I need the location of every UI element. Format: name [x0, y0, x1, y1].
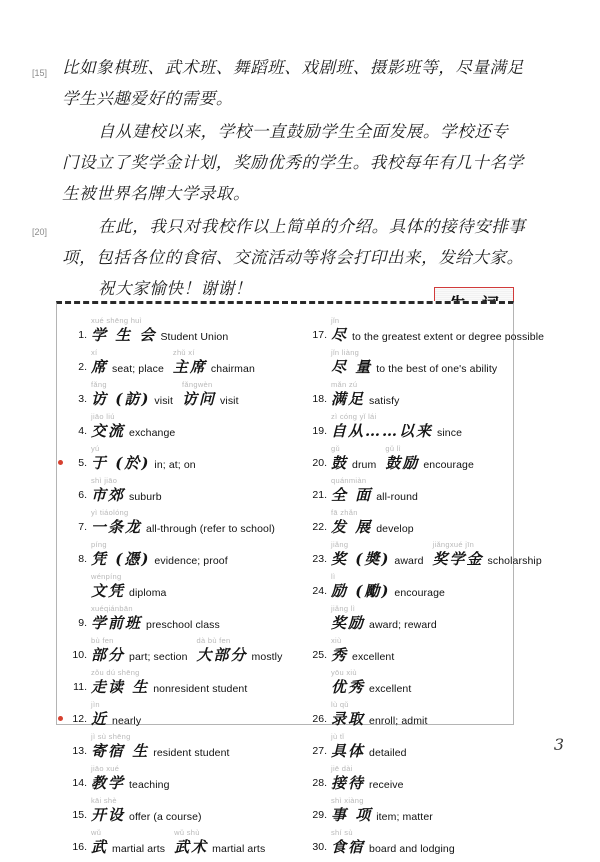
pinyin-annotation: xí [91, 348, 98, 357]
vocabulary-entry[interactable] [305, 606, 515, 636]
vocabulary-entry[interactable] [305, 446, 515, 476]
vocabulary-term [91, 574, 125, 600]
english-gloss: detailed [369, 747, 407, 759]
vocabulary-entry-line [91, 670, 301, 696]
english-gloss: item; matter [376, 811, 433, 823]
vocabulary-entry[interactable] [65, 318, 301, 348]
hanzi-term: 学 生 会 [91, 326, 157, 344]
hanzi-term: 席 [91, 358, 109, 376]
pinyin-annotation: yōu xiù [331, 668, 357, 677]
english-gloss: evidence; proof [154, 555, 228, 567]
hanzi-term: 食宿 [331, 838, 366, 856]
pinyin-annotation: zì cóng yǐ lái [331, 412, 377, 421]
vocabulary-entry[interactable] [305, 414, 515, 444]
vocabulary-term [91, 638, 125, 664]
hanzi-term: 访 (訪) [91, 390, 151, 408]
pinyin-annotation: jiǎng [331, 540, 349, 549]
english-gloss: visit [220, 395, 239, 407]
vocabulary-entry[interactable] [305, 382, 515, 412]
vocabulary-entry[interactable] [65, 414, 301, 444]
vocabulary-term [331, 542, 390, 568]
english-gloss: suburb [129, 491, 162, 503]
line-number-marker: [20] [32, 227, 48, 237]
vocabulary-entry-number: 22. [312, 521, 327, 533]
pinyin-annotation: fǎngwèn [182, 380, 213, 389]
vocabulary-entry-line [91, 830, 301, 856]
vocabulary-term [331, 798, 372, 824]
hanzi-term: 鼓励 [385, 454, 420, 472]
hanzi-term: 近 [91, 710, 109, 728]
vocabulary-entry-number: 21. [312, 489, 327, 501]
vocabulary-entry-number: 4. [78, 425, 87, 437]
pinyin-annotation: zhǔ xí [172, 348, 195, 357]
vocabulary-panel [56, 301, 545, 856]
vocabulary-entry-number: 7. [78, 521, 87, 533]
vocabulary-term [197, 638, 248, 664]
english-gloss: martial arts [112, 843, 166, 855]
vocabulary-entry[interactable] [65, 446, 301, 476]
vocabulary-term [91, 670, 149, 696]
pinyin-annotation: fā zhǎn [331, 508, 358, 517]
passage-line-text: 在此，我只对我校作以上简单的介绍。具体的接待安排事 [98, 217, 526, 236]
vocabulary-entry-line [91, 510, 301, 536]
pinyin-annotation: shí sù [331, 828, 353, 837]
vocabulary-term [331, 638, 348, 664]
pinyin-annotation: jìn [91, 700, 100, 709]
pinyin-annotation: píng [91, 540, 107, 549]
vocabulary-entry-line [91, 478, 301, 504]
pinyin-annotation: jiǎngxué jīn [432, 540, 475, 549]
vocabulary-term [173, 350, 207, 376]
english-gloss: offer (a course) [129, 811, 202, 823]
vocabulary-term [91, 318, 156, 344]
pinyin-annotation: jiāo xué [91, 764, 120, 773]
vocabulary-entry-number: 12. [72, 713, 87, 725]
vocabulary-entry[interactable] [65, 670, 301, 700]
vocabulary-term [91, 382, 150, 408]
vocabulary-entry-line [91, 446, 301, 472]
hanzi-term: 鼓 [331, 454, 349, 472]
pinyin-annotation: yì tiáolóng [91, 508, 129, 517]
vocabulary-term [331, 510, 372, 536]
english-gloss: board and lodging [369, 843, 455, 855]
line-number-marker: [15] [32, 68, 48, 78]
vocabulary-term [331, 446, 348, 472]
passage-line-text: 祝大家愉快！谢谢！ [98, 279, 252, 298]
passage-paragraph [32, 52, 524, 114]
english-gloss: nonresident student [153, 683, 248, 695]
pinyin-annotation: wǔ [91, 828, 102, 837]
english-gloss: seat; place [112, 363, 164, 375]
hanzi-term: 寄宿 生 [91, 742, 150, 760]
vocabulary-entry-number: 28. [312, 777, 327, 789]
vocabulary-term [331, 478, 372, 504]
passage-paragraph [62, 116, 522, 209]
vocabulary-term [91, 766, 125, 792]
vocabulary-term [91, 414, 125, 440]
passage-line [62, 242, 522, 273]
pinyin-annotation: wǔ shù [174, 828, 200, 837]
vocabulary-entry-line [91, 542, 301, 568]
vocabulary-entry-line [331, 766, 515, 792]
vocabulary-entry-number: 1. [78, 329, 87, 341]
vocabulary-entry-line [331, 414, 515, 440]
starred-word-dot-icon [58, 460, 63, 465]
english-gloss: preschool class [146, 619, 220, 631]
vocabulary-entry-line [331, 478, 515, 504]
hanzi-term: 于 (於) [91, 454, 151, 472]
vocabulary-entry-number: 19. [312, 425, 327, 437]
passage-line [62, 178, 522, 209]
vocabulary-entry-number: 27. [312, 745, 327, 757]
pinyin-annotation: jǐn liàng [331, 348, 360, 357]
vocabulary-entry-number: 3. [78, 393, 87, 405]
vocabulary-entry-line [91, 350, 301, 376]
english-gloss: to the greatest extent or degree possible [352, 331, 545, 343]
vocabulary-entry-number: 15. [72, 809, 87, 821]
vocabulary-entry[interactable] [305, 478, 515, 508]
english-gloss: visit [154, 395, 174, 407]
vocabulary-entry[interactable] [65, 510, 301, 540]
vocabulary-term [331, 702, 365, 728]
hanzi-term: 事 项 [331, 806, 373, 824]
vocabulary-entry-number: 29. [312, 809, 327, 821]
vocabulary-term [331, 318, 348, 344]
vocabulary-entry-line [91, 606, 301, 632]
vocabulary-entry[interactable] [65, 830, 301, 860]
starred-word-dot-icon [58, 716, 63, 721]
passage-line-text: 门设立了奖学金计划，奖励优秀的学生。我校每年有几十名学 [62, 153, 524, 172]
vocabulary-entry-number: 24. [312, 585, 327, 597]
passage-line [32, 211, 526, 242]
pinyin-annotation: shì xiàng [331, 796, 364, 805]
vocabulary-entry-number: 20. [312, 457, 327, 469]
english-gloss: excellent [352, 651, 395, 663]
vocabulary-entry-number: 6. [78, 489, 87, 501]
vocabulary-term [91, 734, 149, 760]
hanzi-term: 武术 [174, 838, 209, 856]
vocabulary-term [331, 350, 372, 376]
english-gloss: excellent [369, 683, 412, 695]
english-gloss: exchange [129, 427, 176, 439]
vocabulary-entry-line [91, 702, 301, 728]
english-gloss: nearly [112, 715, 142, 727]
english-gloss: mostly [251, 651, 283, 663]
vocabulary-entry[interactable] [305, 350, 515, 380]
vocabulary-term [331, 766, 365, 792]
vocabulary-entry[interactable] [65, 638, 301, 668]
vocabulary-entry-line [331, 350, 515, 376]
english-gloss: resident student [153, 747, 230, 759]
vocabulary-entry[interactable] [305, 316, 545, 348]
vocabulary-entry-number: 23. [312, 553, 327, 565]
vocabulary-entry-line [91, 382, 301, 408]
vocabulary-entry-number: 14. [72, 777, 87, 789]
english-gloss: encourage [394, 587, 445, 599]
vocabulary-entry-line [91, 574, 301, 600]
vocabulary-entry-line [331, 316, 545, 344]
vocabulary-column-left [65, 318, 301, 862]
english-gloss: drum [352, 459, 377, 471]
english-gloss: award; reward [369, 619, 437, 631]
pinyin-annotation: wénpíng [91, 572, 122, 581]
vocabulary-entry[interactable] [65, 350, 301, 380]
pinyin-annotation: lì [331, 572, 336, 581]
pinyin-annotation: bù fen [91, 636, 114, 645]
vocabulary-entry-line [331, 638, 515, 664]
vocabulary-term [182, 382, 216, 408]
hanzi-term: 大部分 [196, 646, 248, 664]
vocabulary-entry-number: 16. [72, 841, 87, 853]
hanzi-term: 秀 [331, 646, 349, 664]
pinyin-annotation: shì jiāo [91, 476, 118, 485]
vocabulary-entry[interactable] [305, 766, 515, 796]
hanzi-term: 主席 [172, 358, 207, 376]
vocabulary-entry-number: 8. [78, 553, 87, 565]
hanzi-term: 全 面 [331, 486, 373, 504]
pinyin-annotation: xiù [331, 636, 342, 645]
vocabulary-entry-number: 13. [72, 745, 87, 757]
pinyin-annotation: fǎng [91, 380, 107, 389]
hanzi-term: 奖 (奬) [331, 550, 391, 568]
english-gloss: award [394, 555, 424, 567]
hanzi-term: 部分 [91, 646, 126, 664]
vocabulary-entry-line [91, 734, 301, 760]
english-gloss: to the best of one's ability [376, 363, 498, 375]
english-gloss: satisfy [369, 395, 400, 407]
pinyin-annotation: zǒu dú shēng [91, 668, 140, 677]
vocabulary-term [91, 510, 142, 536]
vocabulary-term [91, 798, 125, 824]
vocabulary-term [385, 446, 419, 472]
vocabulary-entry-line [331, 830, 515, 856]
english-gloss: diploma [129, 587, 167, 599]
passage-line-text: 生被世界名牌大学录取。 [62, 184, 251, 203]
pinyin-annotation: gǔ lì [385, 444, 402, 453]
vocabulary-entry-line [331, 382, 515, 408]
vocabulary-entry-number: 26. [312, 713, 327, 725]
vocabulary-entry-number: 11. [73, 681, 87, 693]
passage-body [32, 52, 526, 306]
vocabulary-entry[interactable] [65, 542, 301, 572]
pinyin-annotation: dà bù fen [196, 636, 231, 645]
hanzi-term: 学前班 [91, 614, 143, 632]
vocabulary-entry[interactable] [305, 702, 515, 732]
english-gloss: enroll; admit [369, 715, 428, 727]
vocabulary-term [331, 830, 365, 856]
vocabulary-entry-line [331, 734, 515, 760]
vocabulary-term [91, 478, 125, 504]
vocabulary-entry-number: 10. [72, 649, 87, 661]
vocabulary-term [91, 446, 150, 472]
hanzi-term: 奖励 [331, 614, 366, 632]
hanzi-term: 走读 生 [91, 678, 150, 696]
vocabulary-entry-line [91, 414, 301, 440]
vocabulary-entry-line [331, 702, 515, 728]
hanzi-term: 接待 [331, 774, 366, 792]
english-gloss: scholarship [487, 555, 542, 567]
vocabulary-entry-number: 9. [78, 617, 87, 629]
vocabulary-entry-number: 17. [312, 329, 327, 341]
hanzi-term: 发 展 [331, 518, 373, 536]
english-gloss: Student Union [160, 331, 229, 343]
passage-line-text: 学生兴趣爱好的需要。 [62, 89, 233, 108]
vocabulary-term [91, 606, 142, 632]
vocabulary-entry-line [331, 606, 515, 632]
hanzi-term: 尽 量 [331, 358, 373, 376]
hanzi-term: 奖学金 [432, 550, 484, 568]
english-gloss: develop [376, 523, 414, 535]
vocabulary-entry-number: 18. [312, 393, 327, 405]
vocabulary-entry[interactable] [305, 830, 515, 860]
hanzi-term: 武 [91, 838, 109, 856]
vocabulary-entry-line [331, 540, 542, 568]
hanzi-term: 满足 [331, 390, 366, 408]
pinyin-annotation: yú [91, 444, 100, 453]
english-gloss: all-round [376, 491, 418, 503]
vocabulary-entry[interactable] [65, 606, 301, 636]
vocabulary-entry[interactable] [65, 766, 301, 796]
vocabulary-term [91, 350, 108, 376]
english-gloss: martial arts [212, 843, 266, 855]
hanzi-term: 市郊 [91, 486, 126, 504]
pinyin-annotation: jù tǐ [331, 732, 345, 741]
vocabulary-entry-line [331, 670, 515, 696]
pinyin-annotation: jiāo liú [91, 412, 115, 421]
english-gloss: part; section [129, 651, 188, 663]
pinyin-annotation: kāi shè [91, 796, 117, 805]
vocabulary-entry-line [91, 766, 301, 792]
pinyin-annotation: quánmiàn [331, 476, 367, 485]
vocabulary-entry-line [331, 798, 515, 824]
vocabulary-entry[interactable] [305, 734, 515, 764]
english-gloss: teaching [129, 779, 170, 791]
vocabulary-entry-line [91, 318, 301, 344]
vocabulary-entry[interactable] [305, 638, 515, 668]
hanzi-term: 自从……以来 [331, 422, 434, 440]
vocabulary-entry[interactable] [305, 540, 542, 572]
english-gloss: in; at; on [154, 459, 196, 471]
passage-line-text: 项，包括各位的食宿、交流活动等将会打印出来，发给大家。 [62, 248, 524, 267]
vocabulary-entry[interactable] [65, 382, 301, 412]
pinyin-annotation: xué shēng huì [91, 316, 143, 325]
passage-line-text: 自从建校以来，学校一直鼓励学生全面发展。学校还专 [98, 122, 509, 141]
vocabulary-entry-number: 5. [78, 457, 87, 469]
pinyin-annotation: jì sù shēng [91, 732, 131, 741]
vocabulary-entry[interactable] [305, 670, 515, 700]
hanzi-term: 一条龙 [91, 518, 143, 536]
vocabulary-entry[interactable] [305, 574, 515, 604]
hanzi-term: 访问 [182, 390, 217, 408]
vocabulary-term [91, 542, 150, 568]
vocabulary-term [91, 702, 108, 728]
vocabulary-term [433, 542, 484, 568]
passage-line [62, 83, 522, 114]
page-number: 3 [553, 735, 564, 754]
vocabulary-term [174, 830, 208, 856]
vocabulary-term [331, 670, 365, 696]
vocabulary-entry[interactable] [65, 574, 301, 604]
hanzi-term: 交流 [91, 422, 126, 440]
vocabulary-entry[interactable] [65, 478, 301, 508]
vocabulary-column-right [305, 316, 545, 862]
hanzi-term: 励 (勵) [331, 582, 391, 600]
pinyin-annotation: jiē dài [331, 764, 353, 773]
vocabulary-entry[interactable] [305, 798, 515, 828]
english-gloss: chairman [210, 363, 255, 375]
vocabulary-entry-line [91, 638, 301, 664]
vocabulary-term [331, 414, 433, 440]
vocabulary-entry-number: 25. [312, 649, 327, 661]
vocabulary-entry-line [331, 574, 515, 600]
vocabulary-term [331, 382, 365, 408]
hanzi-term: 开设 [91, 806, 126, 824]
vocabulary-entry[interactable] [65, 702, 301, 732]
pinyin-annotation: gǔ [331, 444, 340, 453]
passage-line-text: 比如象棋班、武术班、舞蹈班、戏剧班、摄影班等，尽量满足 [62, 58, 524, 77]
vocabulary-term [91, 830, 108, 856]
vocabulary-term [331, 606, 365, 632]
hanzi-term: 教学 [91, 774, 126, 792]
pinyin-annotation: xuéqiánbān [91, 604, 133, 613]
passage-line [62, 147, 522, 178]
pinyin-annotation: lù qǔ [331, 700, 349, 709]
hanzi-term: 凭 (憑) [91, 550, 151, 568]
vocabulary-entry-number: 30. [312, 841, 327, 853]
hanzi-term: 尽 [331, 326, 349, 344]
pinyin-annotation: mǎn zú [331, 380, 358, 389]
vocabulary-entry[interactable] [65, 734, 301, 764]
english-gloss: all-through (refer to school) [146, 523, 275, 535]
english-gloss: encourage [423, 459, 474, 471]
pinyin-annotation: jiǎng lì [331, 604, 356, 613]
hanzi-term: 具体 [331, 742, 366, 760]
passage-line [62, 116, 522, 147]
english-gloss: receive [369, 779, 404, 791]
vocabulary-entry-line [91, 798, 301, 824]
hanzi-term: 录取 [331, 710, 366, 728]
vocabulary-entry-line [331, 510, 515, 536]
vocabulary-term [331, 734, 365, 760]
vocabulary-entry-line [331, 446, 515, 472]
hanzi-term: 文凭 [91, 582, 126, 600]
hanzi-term: 优秀 [331, 678, 366, 696]
pinyin-annotation: jǐn [331, 316, 340, 325]
passage-line [32, 52, 524, 83]
english-gloss: since [437, 427, 463, 439]
vocabulary-entry-number: 2. [78, 361, 87, 373]
vocabulary-term [331, 574, 390, 600]
vocabulary-entry[interactable] [65, 798, 301, 828]
vocabulary-entry[interactable] [305, 510, 515, 540]
